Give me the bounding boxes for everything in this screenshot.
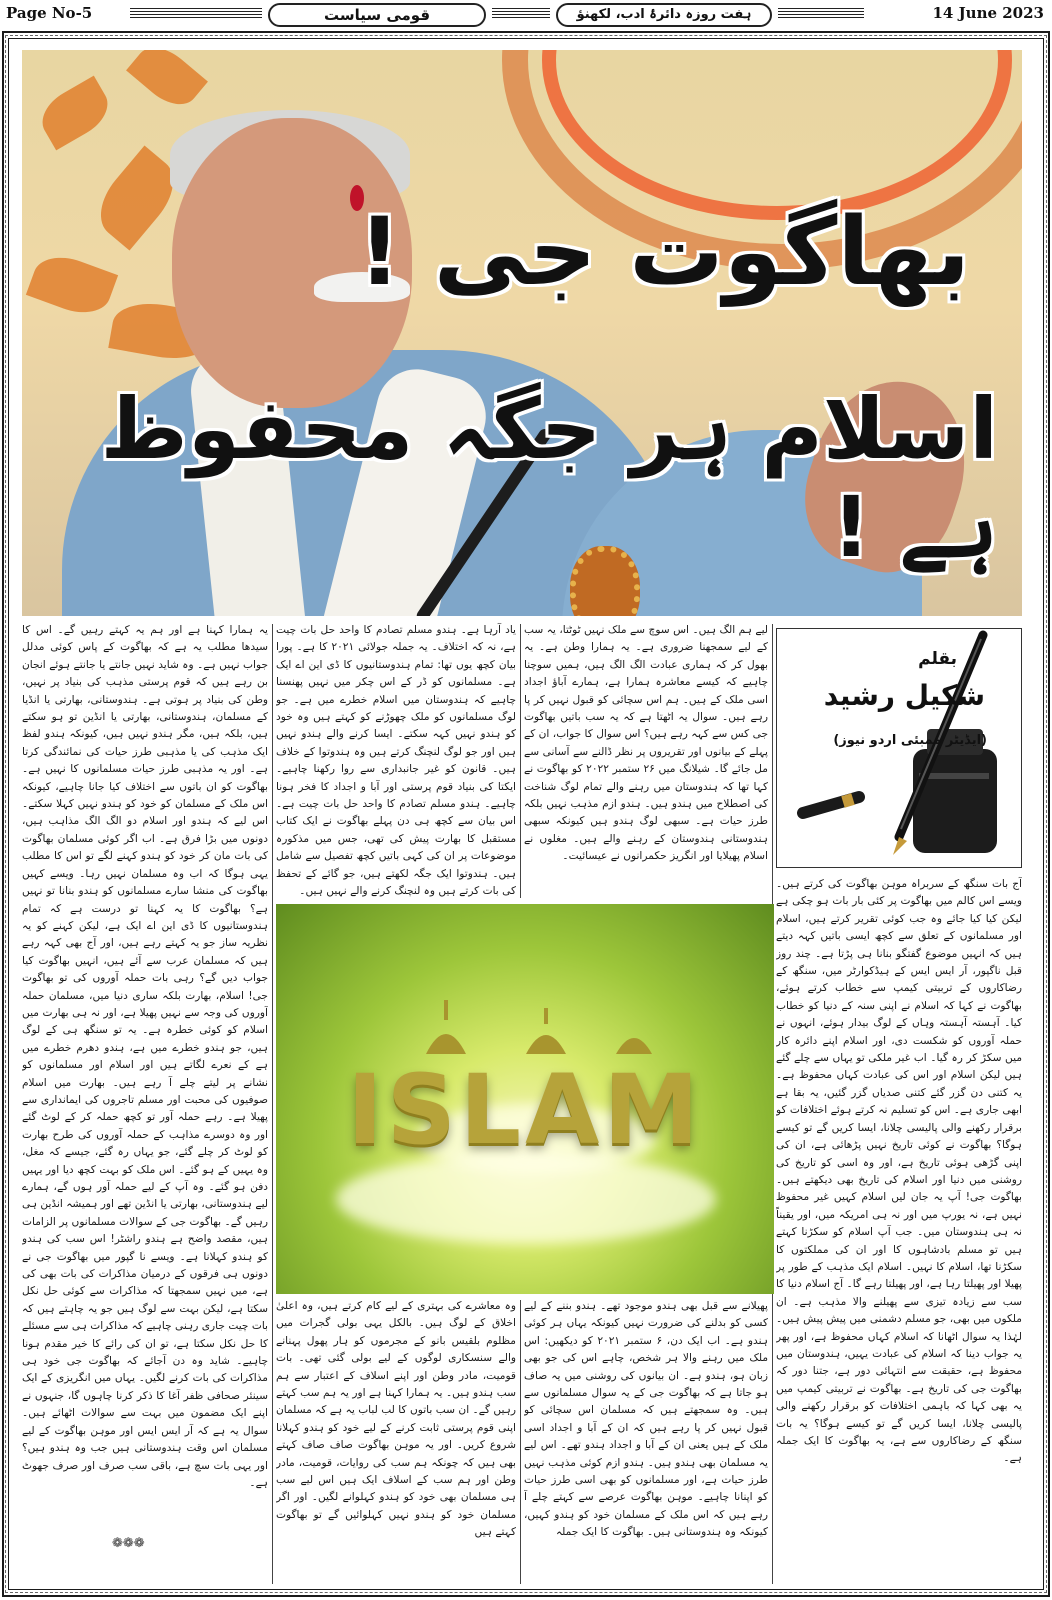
article-column-2: لیے ہم الگ ہیں۔ اس سوچ سے ملک نہیں ٹوٹتا، یہ سب کے لیے سمجھنا ضروری ہے۔ یہ ہمارا وطن ہے۔ یہ بھول کر کہ ہماری عبادت الگ الگ ہیں، ہمیں سوچنا چاہیے کہ کیسے معاشرہ ہمارا ہے، ہمارے آباؤ اجداد اسی ملک کے ہیں۔ ہم اس سچائی کو قبول نہیں کر پا رہے ہیں۔ سوال یہ اٹھتا ہے کہ یہ سب باتیں بھاگوت جی کس سے کہہ رہے ہیں؟ اس سوال کا جواب، ان کے پہلے کے بیانوں اور تقریروں پر نظر ڈالنے سے آسانی سے مل جائے گا۔ شیلانگ میں ۲۶ ستمبر ۲۰۲۲ کو بھاگوت نے کہا تھا کہ ہندوستان میں رہنے والے تمام لوگ شناخت کی اصطلاح میں ہندو ہیں۔ ہندو ازم مذہب نہیں بلکہ طرز حیات ہے۔ سبھی لوگ ہندو ہیں کیونکہ سبھی ہندوستانی ہندوستان کے رہنے والے ہیں۔ مغلوں نے اسلام پھیلایا اور انگریز حکمرانوں نے عیسائیت۔ (524, 624, 768, 863)
headline-line-1: بھاگوت جی ! (358, 198, 970, 307)
page-header (0, 0, 1052, 30)
page-number: Page No-5 (6, 4, 93, 22)
article-column-2-continued: پھیلانے سے قبل بھی ہندو موجود تھے۔ ہندو بننے کے لیے کسی کو بدلنے کی ضرورت نہیں کیونکہ یہاں ہر کوئی ہندو ہے۔ اب ایک دن، ۶ ستمبر ۲۰۲۱ کو دیکھیں: اس ملک میں رہنے والا ہر شخص، چاہے اس کی جو بھی زبان ہو، ہندو ہے۔ ان بیانوں کی روشنی میں یہ صاف ہو جاتا ہے کہ بھاگوت جی کے یہ سوال مسلمانوں سے ہیں۔ وہ سمجھتے ہیں کہ مسلمان اس سچائی کو قبول نہیں کر پا رہے ہیں کہ ان کے آبا و اجداد اسی ملک کے ہیں یعنی ان کے آبا و اجداد ہندو تھے۔ اس لیے یہ مسلمان بھی ہندو ہیں۔ ہندو ازم کوئی مذہب نہیں طرز حیات ہے، اور مسلمانوں کو بھی اسی طرز حیات کو اپنانا چاہیے۔ موہن بھاگوت عرصے سے کہتے چلے آ رہے ہیں کہ اس ملک کے مسلمان خود کو ہندو کہیں، کیونکہ وہ ہندوستانی ہیں۔ بھاگوت کا ایک جملہ (524, 1300, 768, 1539)
header-hatch-middle (492, 8, 550, 20)
islam-illustration (276, 904, 774, 1294)
header-hatch-left (130, 8, 262, 20)
header-hatch-right (778, 8, 864, 20)
headline-line-2: اسلام ہر جگہ محفوظ ہے ! (100, 380, 998, 576)
article-column-3-continued: وہ معاشرے کی بہتری کے لیے کام کرتے ہیں، وہ اعلیٰ اخلاق کے لوگ ہیں۔ بالکل یہی بولی گجرات میں مظلوم بلقیس بانو کے مجرموں کو ہار پھول پہنانے والے سنسکاری لوگوں کے لیے بولی گئی تھی۔ بات قومیت، مادر وطن اور اپنے اسلاف کے اعتبار سے ہم سب ہندو ہیں۔ یہ ہمارا کہنا ہے اور یہ ہم سب کہتے رہیں گے۔ ان سب باتوں کا لب لباب یہ ہے کہ مسلمان اپنی قوم پرستی ثابت کرنے کے لیے خود کو ہندو کہلانا شروع کریں۔ اور یہ موہن بھاگوت صاف صاف کہتے بھی ہیں کہ چونکہ ہم سب کی روایات، قومیت، مادر وطن اور ہم سب کے اسلاف ایک ہیں اس لیے سب ہی مسلمان بھی خود کو ہندو کہلوانے لگیں۔ اور اگر مسلمان خود کو ہندو نہیں کہلوائیں گے تو بھاگوت کہتے ہیں (276, 1300, 516, 1539)
hero-photo (22, 50, 1022, 616)
end-ornament-icon: ❁❁❁ (112, 1536, 145, 1551)
background-leaf-icon (33, 76, 117, 151)
column-rule (520, 624, 521, 898)
article-column-1: آج بات سنگھ کے سربراہ موہن بھاگوت کی کرتے ہیں۔ ویسے اس کالم میں بھاگوت پر کئی بار بات ہو چکی ہے لیکن کیا کیا جائے وہ جب کوئی تقریر کرتے ہیں، اسلام اور مسلمانوں کے تعلق سے کچھ ایسی باتیں کہہ دیتے ہیں کہ انہیں موضوع گفتگو بنانا ہی پڑتا ہے۔ چند روز قبل ناگپور، آر ایس ایس کے ہیڈکوارٹر میں، سنگھ کے رضاکاروں کے تربیتی کیمپ سے خطاب کرتے ہوئے، بھاگوت نے کہا کہ اسلام نے اپنی سنہ کے دنیا کو خطاب کیا۔ آہستہ آہستہ وہاں کے لوگ بیدار ہوئے، انہوں نے حملہ آوروں کو شکست دی، اور اسلام اپنے دائرہ کار میں سکڑ کر رہ گیا۔ اب غیر ملکی تو یہاں سے چلے گئے ہیں لیکن اسلام اور اس کی عبادت کہاں محفوظ ہے۔ یہ کتنی دن گزر گئے کتنی صدیاں گزر گئیں، یہ بقا ہے ابھی جاری ہے۔ اس کو تسلیم نہ کرتے ہوئے اختلافات کو برقرار رکھنے والی پالیسی چلانا، ایسا کریں گے تو کیسے ہوگا؟ بھاگوت نے کوئی تاریخ نہیں پڑھائی ہے، ان کی اپنی گڑھی ہوئی تاریخ ہے، اور وہ اسی کو تاریخ کی روشنی میں دنیا اور اسلام کی تاریخ بھی دیکھتے ہیں۔ بھاگوت جی! آپ یہ جان لیں اسلام کہیں غیر محفوظ نہیں ہے، نہ یورپ میں اور نہ ہی امریکہ میں، اور یقیناً نہ ہی ہندوستان میں۔ جب آپ اسلام کو سکڑنا کہتے ہیں تو مسلم بادشاہوں کا اور ان کی مملکتوں کا سکڑنا تھا، اسلام کا نہیں۔ اسلام ایک مذہب کے طور پر پھیلا اور پھیلتا رہا ہے، اور پھیلتا رہے گا۔ آج اسلام دنیا کا سب سے زیادہ تیزی سے پھیلنے والا مذہب ہے۔ ان ملکوں میں بھی، جو مسلم دشمنی میں پیش پیش ہیں۔ لہٰذا یہ سوال اٹھانا کہ اسلام کہاں محفوظ ہے، اور پھر یہ جواب دینا کہ اسلام کی عبادت یہیں، ہندوستان میں محفوظ ہے، حقیقت سے انتہائی دور ہے، جتنا دور کہ بھاگوت جی کی تاریخ ہے۔ بھاگوت نے تربیتی کیمپ میں یہ بھی کہا کہ باہمی اختلافات کو برقرار رکھنے والی پالیسی چلانا، ایسا کریں گے تو کیسے ہوگا؟ یہ بات سنگھ کے رضاکاروں سے ہے، یہ بھاگوت کا ایک جملہ ہے۔ (776, 878, 1022, 1465)
section-title-pill: قومی سیاست (268, 3, 486, 27)
background-leaf-icon (126, 50, 208, 115)
column-rule (520, 1300, 521, 1584)
byline-prefix: بقلم (918, 649, 957, 669)
article-column-3: یاد آرہا ہے۔ ہندو مسلم تصادم کا واحد حل بات چیت ہے، نہ کہ اختلاف۔ یہ جملہ جولائی ۲۰۲۱ کا ہے۔ پورا بیان کچھ یوں تھا: تمام ہندوستانیوں کا ڈی این اے ایک ہے۔ مسلمانوں کو ڈر کے اس چکر میں نہیں پھنسنا چاہیے کہ ہندوستان میں اسلام خطرے میں ہے۔ جو لوگ مسلمانوں کو ملک چھوڑنے کو کہتے ہیں وہ خود کو ہندو نہیں کہہ سکتے۔ ایسا کرنے والے ہندو نہیں ہیں اور جو لوگ لنچنگ کرتے ہیں وہ ہندوتوا کے خلاف ہیں۔ قانون کو غیر جانبداری سے روا رکھنا چاہیے۔ ایکتا کی بنیاد قوم پرستی اور آبا و اجداد کا فخر ہونا چاہیے۔ ہندو مسلم تصادم کا واحد حل بات چیت ہے۔ اس بیان سے کچھ ہی دن پہلے بھاگوت نے ایک کتاب مستقبل کا بھارت پیش کی تھی، جس میں مذکورہ موضوعات پر ان کی کہی باتیں کچھ تفصیل سے شامل ہیں۔ ہندوتوا ایک جگہ لکھتے ہیں، جو گائے کے تحفظ کی بات کرتے ہیں وہ لنچنگ کرنے والے نہیں ہیں۔ (276, 624, 516, 898)
pen-and-inkwell-icon (795, 629, 1015, 867)
author-name: شکیل رشید (823, 679, 985, 712)
column-rule (272, 624, 273, 1584)
author-role: (ایڈیٹر ممبئی اردو نیوز) (833, 733, 987, 748)
article-column-4: یہ ہمارا کہنا ہے اور ہم یہ کہتے رہیں گے۔ اس کا سیدھا مطلب یہ ہے کہ بھاگوت کے پاس کوئی مدلل جواب نہیں ہے۔ وہ شاید نہیں جانتے یا جانتے ہوئے انجان بن رہے ہیں کہ قوم پرستی مذہب کی بنیاد پر نہیں، وطن کی بنیاد پر ہوتی ہے۔ ہندوستانی، بھارتی یا انڈیا کے مسلمان، ہندوستانی، بھارتی یا انڈین تو ہو سکتے ہیں، بلکہ ہیں، مگر ہندو نہیں ہیں، کیونکہ ہندو لفظ ایک مذہب کی یا مذہبی طرز حیات کی نمائندگی کرتا ہے۔ اور یہ مذہبی طرز حیات مسلمانوں کا نہیں ہے۔ بھاگوت کو ان باتوں سے اختلاف کیا جانا چاہیے، کیونکہ اس ملک کے مسلمان کو خود کو ہندو نہیں کہلا سکتے۔ اس لیے کہ ہندو اور اسلام دو الگ الگ مذاہب ہیں، دونوں میں بڑا فرق ہے۔ اب اگر کوئی مسلمان بھاگوت کی بات مان کر خود کو ہندو کہنے لگے تو اس کا مطلب یہی ہوگا کہ اب وہ مسلمان نہیں رہا۔ ویسے کہیں بھاگوت کی منشا سارے مسلمانوں کو ہندو بنانا تو نہیں ہے؟ بھاگوت کا یہ کہنا تو درست ہے کہ تمام ہندوستانیوں کا ڈی این اے ایک ہے، لیکن کہنے کو یہ نظریہ ساز جو یہ کہتے رہے ہیں، اور آج بھی کہہ رہے ہیں کہ مسلمان عرب سے آئے ہیں، انہیں بھاگوت کیا جواب دیں گے؟ رہی بات حملہ آوروں کی تو بھاگوت جی! اسلام، بھارت بلکہ ساری دنیا میں، مسلمان حملہ آوروں کی وجہ سے نہیں پھیلا ہے، اور نہ ہی بھارت میں اسلام کو کوئی خطرہ ہے۔ یہ تو سنگھ ہی کے لوگ ہیں، جو ہندو خطرے میں ہے، ہندو دھرم خطرے میں ہے کے نعرے لگاتے ہیں اور اسلام اور مسلمانوں کو نشانے پر لیتے چلے آ رہے ہیں۔ بھارت میں اسلام صوفیوں کی محبت اور مسلم تاجروں کی ایمانداری سے پھیلا ہے۔ رہے حملہ آور تو کچھ حملہ کر کے لوٹ گئے اور وہ دوسرے مذاہب کے حملہ آوروں کی طرح بھارت کو لوٹ کر چلے گئے، جو یہاں رہ گئے، جیسے کہ مغل، وہ یہیں کے ہو گئے۔ اس ملک کو بہت کچھ دیا اور یہیں دفن ہو گئے۔ وہ آپ کے لیے حملہ آور ہوں گے، ہمارے لیے ہندوستانی، بھارتی یا انڈین تھے اور ہمیشہ انڈین ہی رہیں گے۔ بھاگوت جی کے سوالات مسلمانوں پر الزامات ہیں، مقصد واضح ہے ہندو راشٹر! اس سب کی ہندو کو ہندو کہلانا ہے۔ ویسے نا گپور میں بھاگوت جی نے دونوں ہی فرقوں کے درمیان مذاکرات کی بات بھی کی ہے، میں نہیں سمجھتا کہ مذاکرات سے کوئی حل نکل سکتا ہے، لیکن بہت سے لوگ ہیں جو یہ چاہتے ہیں کہ بات چیت جاری رہنی چاہیے کہ مذاکرات ہی سے مسئلے کا حل نکل سکتا ہے، تو ان کی رائے کا خیر مقدم ہونا چاہیے۔ شاید وہ دن آجائے کہ بھاگوت جی خود ہی مذاکرات کی بات کرنے لگیں۔ یہاں میں انگریزی کے ایک سینئر صحافی ظفر آغا کا ذکر کرنا چاہوں گا، جنہوں نے اپنے ایک مضمون میں بہت سے سوالات اٹھائے ہیں۔ سوال یہ ہے کہ آر ایس ایس اور موہن بھاگوت کے لیے مسلمان اس وقت ہندوستانی ہیں جب وہ ہندو ہیں؟ اور یہی بات سچ ہے، باقی سب صرف اور صرف جھوٹ ہے۔ (22, 624, 268, 1489)
publication-pill: ہفت روزہ دائرۂ ادب، لکھنؤ (556, 3, 772, 27)
islam-wordmark: ISLAM (347, 1054, 703, 1166)
background-leaf-icon (26, 248, 118, 322)
issue-date: 14 June 2023 (932, 4, 1044, 22)
byline-box (776, 628, 1022, 868)
